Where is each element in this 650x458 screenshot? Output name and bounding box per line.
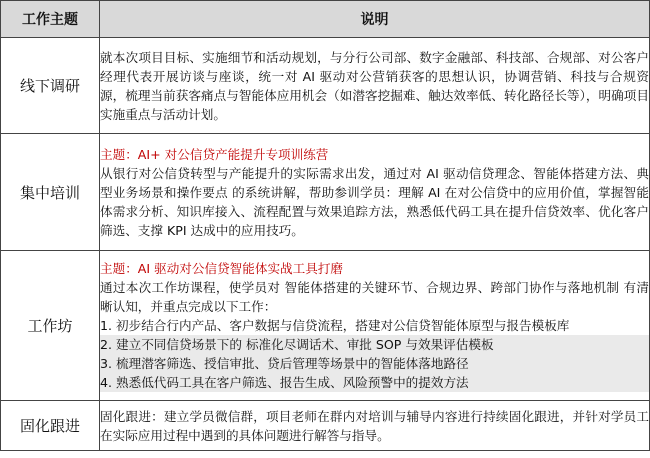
topic-cell: 线下调研 bbox=[1, 38, 100, 134]
table-row bbox=[1, 38, 650, 134]
description-text: 就本次项目目标、实施细节和活动规划，与分行公司部、数字金融部、科技部、合规部、对公客户经理代表开展访谈与座谈，统一对 AI 驱动对公营销获客的思想认识，协调营销、科技与合规资源，梳理当前获客痛点与智能体应用机会（如潜客挖掘难、触达效率低、转化路径长等），明确项目实施重点与活动计划。 bbox=[100, 49, 649, 122]
session-title: 主题：AI+ 对公信贷产能提升专项训练营 bbox=[100, 146, 329, 162]
header-topic: 工作主题 bbox=[1, 1, 100, 38]
table-row bbox=[1, 251, 650, 401]
topic-cell: 工作坊 bbox=[1, 251, 100, 401]
session-title: 主题：AI 驱动对公信贷智能体实战工具打磨 bbox=[100, 261, 344, 276]
task-item: 1. 初步结合行内产品、客户数据与信贷流程，搭建对公信贷智能体原型与报告模板库 bbox=[100, 318, 570, 333]
description-text: 从银行对公信贷转型与产能提升的实际需求出发，通过对 AI 驱动信贷理念、智能体搭建方法、典型业务场景和操作要点 的系统讲解，帮助参训学员：理解 AI 在对公信贷中的应用价值，掌握智能体需求分析、知识库接入、流程配置与效果追踪方法，熟悉低代码工具在提升信贷效率、优化客户筛选、支撑 KPI 达成中的应用技巧。 bbox=[100, 165, 649, 238]
topic-cell: 固化跟进 bbox=[1, 401, 100, 451]
task-item: 4. 熟悉低代码工具在客户筛选、报告生成、风险预警中的提效方法 bbox=[100, 373, 649, 392]
description-cell bbox=[100, 401, 650, 451]
table-row bbox=[1, 401, 650, 451]
task-item: 3. 梳理潜客筛选、授信审批、贷后管理等场景中的智能体落地路径 bbox=[100, 354, 649, 373]
table-row bbox=[1, 134, 650, 251]
description-text: 通过本次工作坊课程，使学员对 智能体搭建的关键环节、合规边界、跨部门协作与落地机制 有清晰认知，并重点完成以下工作： bbox=[100, 280, 649, 314]
description-cell bbox=[100, 38, 650, 134]
description-text: 固化跟进：建立学员微信群，项目老师在群内对培训与辅导内容进行持续固化跟进，并针对学员工在实际应用过程中遇到的具体问题进行解答与指导。 bbox=[100, 408, 649, 443]
header-row bbox=[1, 1, 650, 38]
task-item: 2. 建立不同信贷场景下的 标准化尽调话术、审批 SOP 与效果评估模板 bbox=[100, 335, 649, 354]
header-description: 说明 bbox=[100, 1, 650, 38]
topic-cell: 集中培训 bbox=[1, 134, 100, 251]
description-cell bbox=[100, 251, 650, 401]
description-cell bbox=[100, 134, 650, 251]
